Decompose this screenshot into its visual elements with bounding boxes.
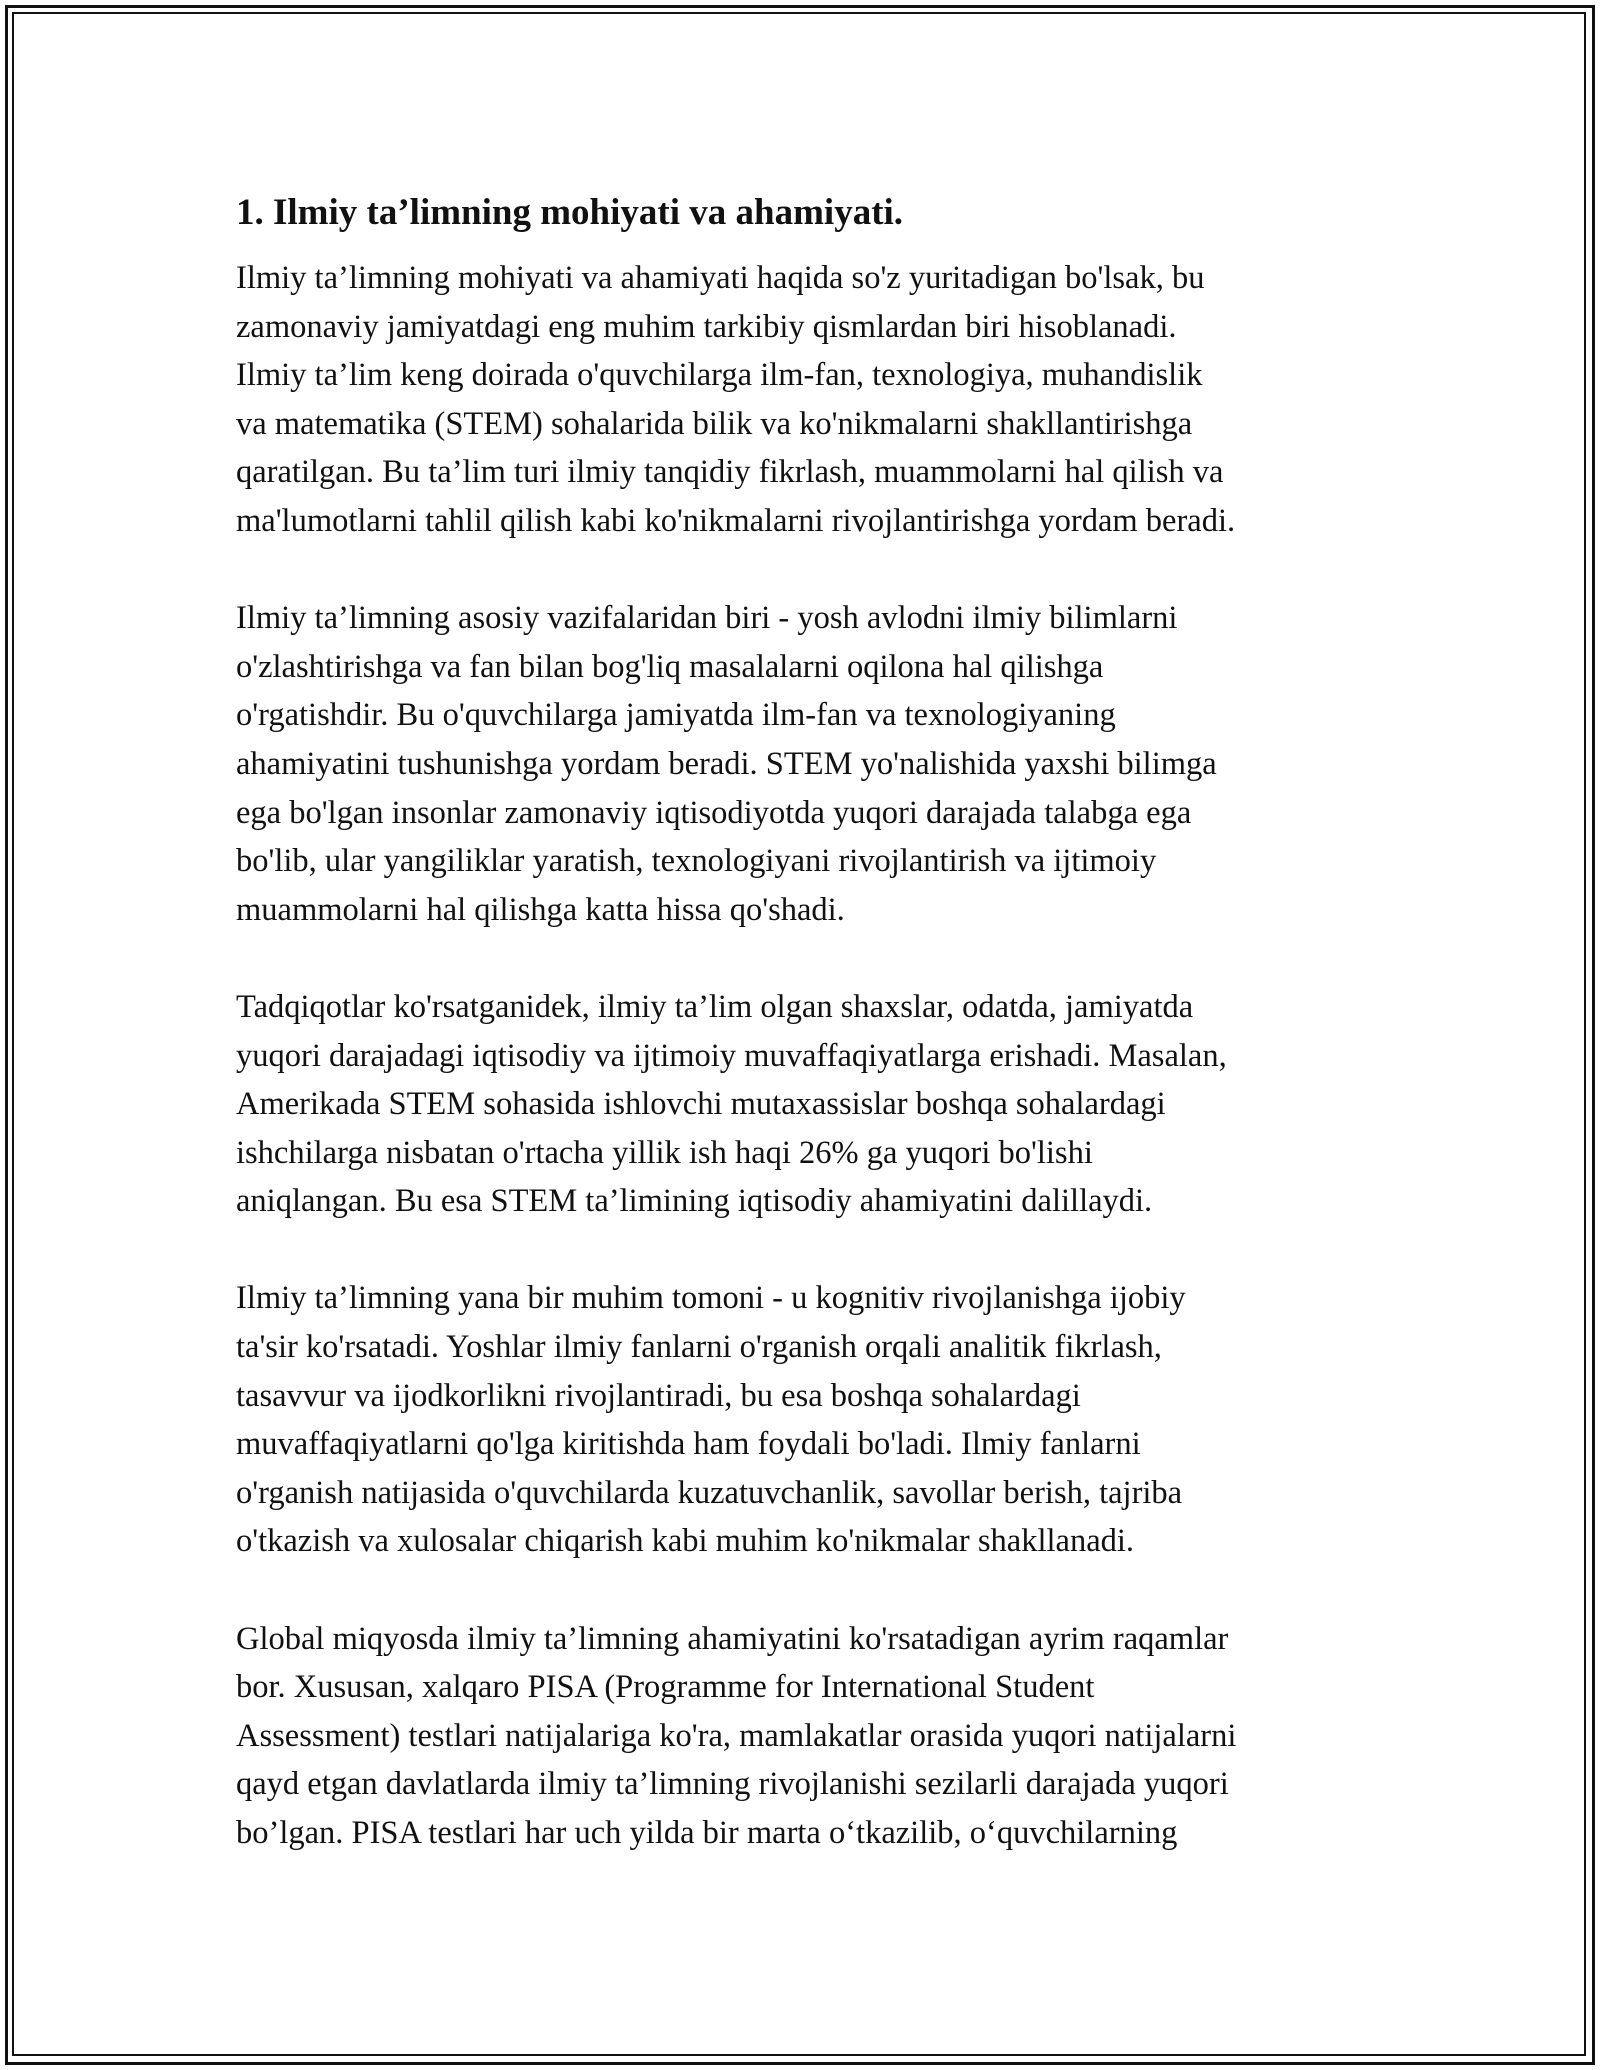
text-line: bo'lib, ular yangiliklar yaratish, texnologiyani rivojlantirish va ijtimoiy xyxy=(236,843,1157,880)
text-line: Global miqyosda ilmiy ta’limning ahamiyatini ko'rsatadigan ayrim raqamlar xyxy=(236,1620,1229,1657)
text-line: va matematika (STEM) sohalarida bilik va ko'nikmalarni shakllantirishga xyxy=(236,405,1193,442)
text-line: o'zlashtirishga va fan bilan bog'liq masalalarni oqilona hal qilishga xyxy=(236,648,1104,685)
section-heading: 1. Ilmiy ta’limning mohiyati va ahamiyati. xyxy=(236,192,904,233)
text-line: o'rganish natijasida o'quvchilarda kuzatuvchanlik, savollar berish, tajriba xyxy=(236,1474,1183,1511)
text-line: muammolarni hal qilishga katta hissa qo'shadi. xyxy=(236,891,845,928)
text-line: qayd etgan davlatlarda ilmiy ta’limning rivojlanishi sezilarli darajada yuqori xyxy=(236,1766,1229,1803)
text-line: yuqori darajadagi iqtisodiy va ijtimoiy muvaffaqiyatlarga erishadi. Masalan, xyxy=(236,1037,1227,1074)
text-line: tasavvur va ijodkorlikni rivojlantiradi, bu esa boshqa sohalardagi xyxy=(236,1377,1081,1414)
text-line: qaratilgan. Bu ta’lim turi ilmiy tanqidiy fikrlash, muammolarni hal qilish va xyxy=(236,454,1224,491)
text-line: Assessment) testlari natijalariga ko'ra, mamlakatlar orasida yuqori natijalarni xyxy=(236,1717,1237,1754)
document-body xyxy=(236,188,1366,1858)
text-line: ta'sir ko'rsatadi. Yoshlar ilmiy fanlarni o'rganish orqali analitik fikrlash, xyxy=(236,1329,1162,1366)
text-line: Ilmiy ta’limning mohiyati va ahamiyati haqida so'z yuritadigan bo'lsak, bu xyxy=(236,260,1205,296)
text-line: Amerikada STEM sohasida ishlovchi mutaxassislar boshqa sohalardagi xyxy=(236,1086,1166,1123)
text-line: Tadqiqotlar ko'rsatganidek, ilmiy ta’lim olgan shaxslar, odatda, jamiyatda xyxy=(236,988,1194,1025)
text-line: bor. Xususan, xalqaro PISA (Programme for International Student xyxy=(236,1669,1095,1706)
paragraph xyxy=(236,594,1366,934)
text-line: ma'lumotlarni tahlil qilish kabi ko'nikmalarni rivojlantirishga yordam beradi. xyxy=(236,502,1236,539)
paragraph-list xyxy=(236,254,1366,1858)
text-line: ahamiyatini tushunishga yordam beradi. STEM yo'nalishida yaxshi bilimga xyxy=(236,745,1217,782)
text-line: aniqlangan. Bu esa STEM ta’limining iqtisodiy ahamiyatini dalillaydi. xyxy=(236,1183,1153,1220)
text-line: Ilmiy ta’limning yana bir muhim tomoni - u kognitiv rivojlanishga ijobiy xyxy=(236,1280,1186,1317)
text-line: ega bo'lgan insonlar zamonaviy iqtisodiyotda yuqori darajada talabga ega xyxy=(236,794,1192,831)
text-line: Ilmiy ta’lim keng doirada o'quvchilarga ilm-fan, texnologiya, muhandislik xyxy=(236,357,1203,394)
text-line: o'rgatishdir. Bu o'quvchilarga jamiyatda ilm-fan va texnologiyaning xyxy=(236,697,1116,734)
paragraph xyxy=(236,983,1366,1226)
text-line: Ilmiy ta’limning asosiy vazifalaridan biri - yosh avlodni ilmiy bilimlarni xyxy=(236,600,1178,637)
text-line: bo’lgan. PISA testlari har uch yilda bir marta o‘tkazilib, o‘quvchilarning xyxy=(236,1815,1178,1851)
text-line: muvaffaqiyatlarni qo'lga kiritishda ham foydali bo'ladi. Ilmiy fanlarni xyxy=(236,1426,1141,1463)
text-line: o'tkazish va xulosalar chiqarish kabi muhim ko'nikmalar shakllanadi. xyxy=(236,1523,1135,1560)
text-line: zamonaviy jamiyatdagi eng muhim tarkibiy qismlardan biri hisoblanadi. xyxy=(236,308,1177,345)
paragraph xyxy=(236,254,1366,546)
paragraph xyxy=(236,1274,1366,1566)
text-line: ishchilarga nisbatan o'rtacha yillik ish haqi 26% ga yuqori bo'lishi xyxy=(236,1134,1093,1171)
paragraph xyxy=(236,1615,1366,1858)
